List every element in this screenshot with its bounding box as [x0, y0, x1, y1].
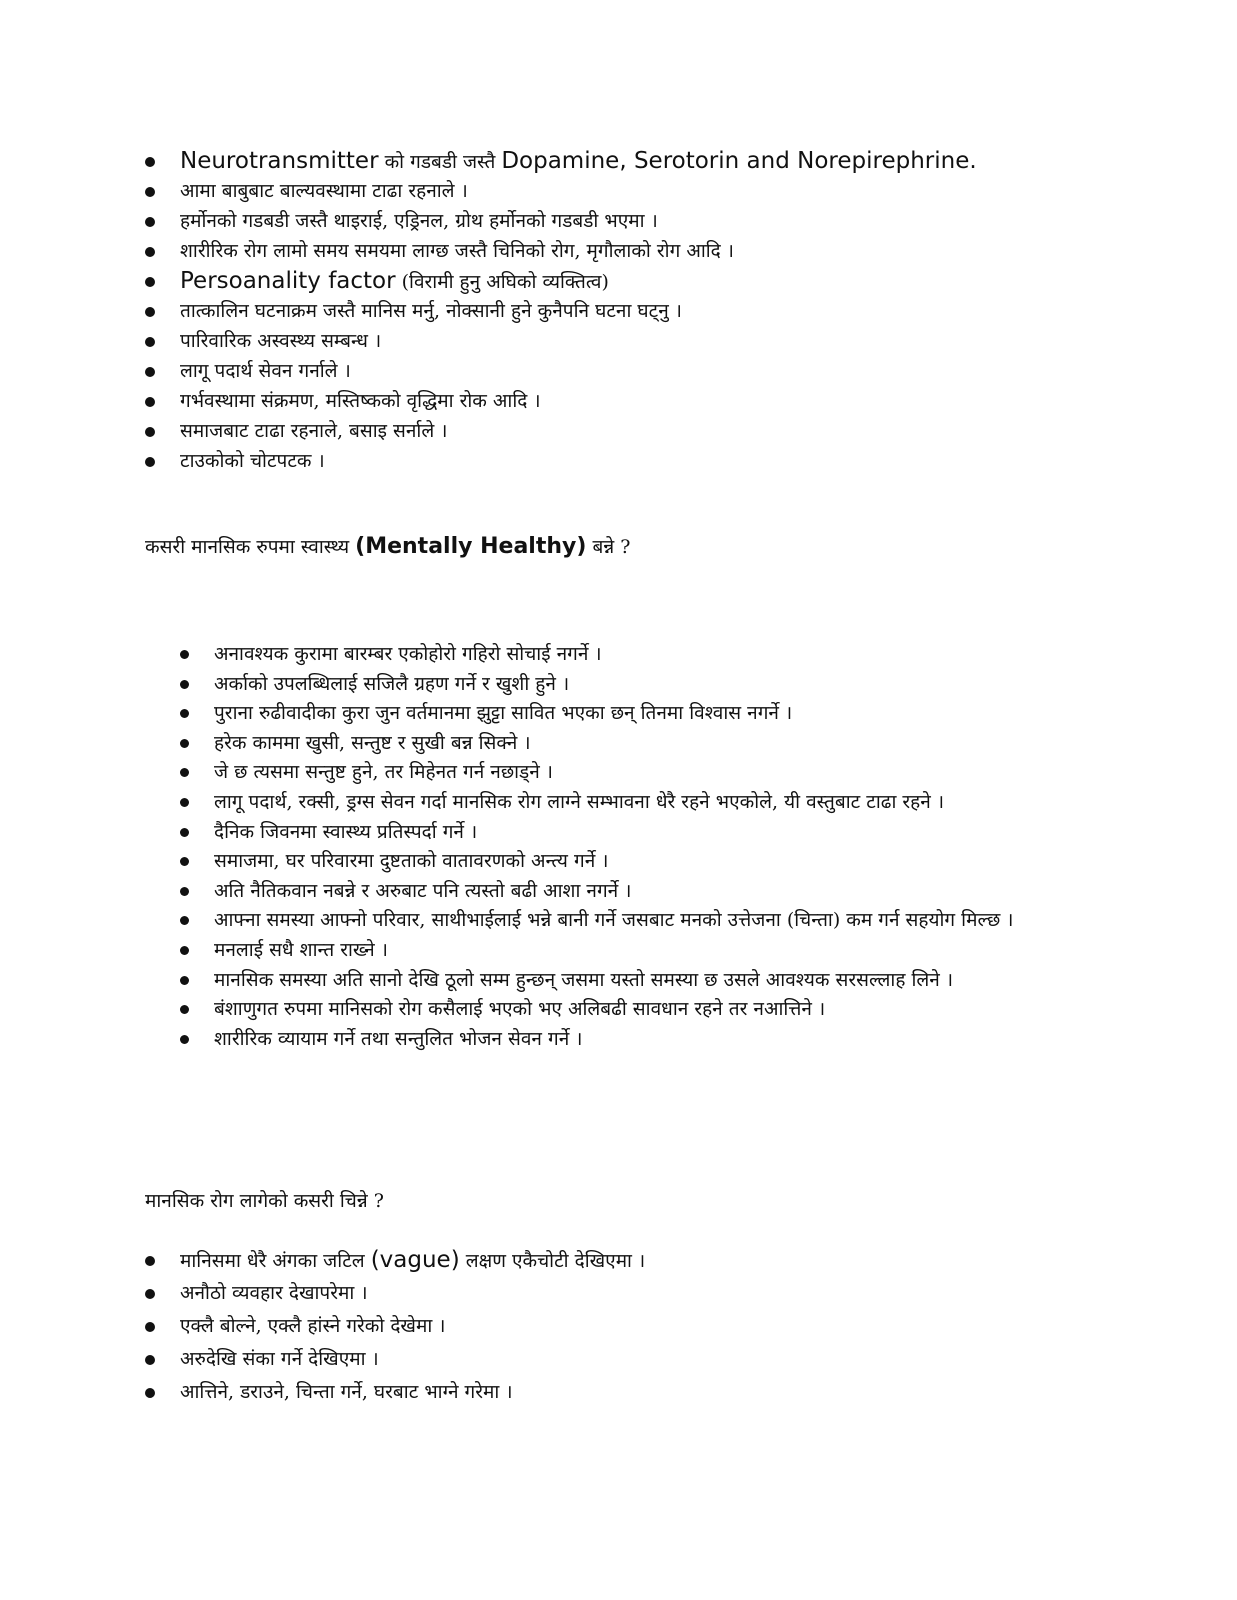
bullet-icon	[145, 337, 155, 347]
list-item	[145, 296, 1045, 326]
list-item-text: लागू पदार्थ सेवन गर्नाले ।	[180, 360, 351, 382]
bullet-icon	[180, 680, 189, 689]
list-item	[145, 1343, 1045, 1376]
heading-bold-text: (Mentally Healthy)	[355, 534, 587, 559]
list-item-text: आमा बाबुबाट बाल्यवस्थामा टाढा रहनाले ।	[180, 180, 468, 202]
bullet-icon	[180, 709, 189, 718]
list-item-latin: Neurotransmitter	[180, 148, 379, 174]
list-item	[180, 699, 1070, 729]
bullet-icon	[180, 798, 189, 807]
bullet-icon	[145, 277, 155, 287]
list-item-text: अरुदेखि संका गर्ने देखिएमा ।	[180, 1348, 379, 1370]
list-item-text: अनौठो व्यवहार देखापरेमा ।	[180, 1282, 368, 1304]
list-item-text: तात्कालिन घटनाक्रम जस्तै मानिस मर्नु, नोक्सानी हुने कुनैपनि घटना घट्नु ।	[180, 300, 683, 322]
list-item-latin: (vague)	[370, 1247, 460, 1273]
list-item-text: अति नैतिकवान नबन्ने र अरुबाट पनि त्यस्तो बढी आशा नगर्ने ।	[214, 879, 632, 902]
list-item	[145, 326, 1045, 356]
list-item	[180, 995, 1070, 1025]
heading-text: कसरी मानसिक रुपमा स्वास्थ्य	[145, 536, 356, 558]
list-item-text: हर्मोनको गडबडी जस्तै थाइराई, एड्रिनल, ग्रोथ हर्मोनको गडबडी भएमा ।	[180, 210, 658, 232]
bullet-icon	[180, 768, 189, 777]
list-item	[145, 416, 1045, 446]
bullet-icon	[145, 1322, 155, 1332]
bullet-icon	[145, 307, 155, 317]
list-item	[145, 446, 1045, 476]
list-item-text: मानसिक समस्या अति सानो देखि ठूलो सम्म हुन्छन् जसमा यस्तो समस्या छ उसले आवश्यक सरसल्लाह लिने ।	[214, 968, 954, 991]
list-item-text: एक्लै बोल्ने, एक्लै हांस्ने गरेको देखेमा ।	[180, 1315, 446, 1337]
list-item-text: दैनिक जिवनमा स्वास्थ्य प्रतिस्पर्दा गर्ने ।	[214, 820, 478, 843]
list-item	[180, 1025, 1070, 1055]
list-item-text: मानिसमा धेरै अंगका जटिल	[180, 1250, 371, 1272]
list-item	[180, 966, 1070, 996]
list-item	[180, 906, 1070, 936]
bullet-icon	[145, 367, 155, 377]
bullet-icon	[145, 1355, 155, 1365]
list-item-text: मनलाई सधै शान्त राख्ने ।	[214, 938, 388, 961]
bullet-icon	[145, 427, 155, 437]
list-item	[145, 1277, 1045, 1310]
bullet-icon	[145, 1256, 155, 1266]
list-item-text: (विरामी हुनु अघिको व्यक्तित्व)	[395, 271, 609, 293]
list-item-text: गर्भवस्थामा संक्रमण, मस्तिष्कको वृद्धिमा रोक आदि ।	[180, 390, 541, 412]
bullet-icon	[180, 887, 189, 896]
bullet-icon	[145, 217, 155, 227]
list-item	[145, 236, 1045, 266]
bullet-icon	[180, 946, 189, 955]
list-item-text: टाउकोको चोटपटक ।	[180, 450, 325, 472]
section-heading-recognize: मानसिक रोग लागेको कसरी चिन्ने ?	[145, 1190, 384, 1212]
list-item	[145, 386, 1045, 416]
list-item-text: शारीरिक रोग लामो समय समयमा लाग्छ जस्तै चिनिको रोग, मृगौलाको रोग आदि ।	[180, 240, 734, 262]
list-item	[145, 266, 1045, 296]
heading-text-after: बन्ने ?	[586, 536, 631, 558]
bullet-icon	[145, 187, 155, 197]
list-item	[180, 729, 1070, 759]
list-item-text: लागू पदार्थ, रक्सी, ड्रग्स सेवन गर्दा मानसिक रोग लाग्ने सम्भावना धेरै रहने भएकोले, यी वस्तुबाट टाढा रहने ।	[214, 790, 945, 813]
list-item-text: शारीरिक व्यायाम गर्ने तथा सन्तुलित भोजन सेवन गर्ने ।	[214, 1027, 583, 1050]
bullet-icon	[180, 916, 189, 925]
section-heading-mentally-healthy	[145, 532, 630, 562]
list-item-text: हरेक काममा खुसी, सन्तुष्ट र सुखी बन्न सिक्ने ।	[214, 731, 531, 754]
list-item-text: आत्तिने, डराउने, चिन्ता गर्ने, घरबाट भाग्ने गरेमा ।	[180, 1381, 513, 1403]
bullet-icon	[180, 857, 189, 866]
bullet-icon	[180, 976, 189, 985]
list-item-text: जे छ त्यसमा सन्तुष्ट हुने, तर मिहेनत गर्न नछाड्ने ।	[214, 761, 554, 784]
list-item	[145, 1376, 1045, 1409]
bullet-icon	[145, 457, 155, 467]
list-item	[180, 758, 1070, 788]
list-item-latin: Persoanality factor	[180, 268, 396, 294]
list-item	[180, 818, 1070, 848]
bullet-icon	[180, 1035, 189, 1044]
bullet-icon	[145, 247, 155, 257]
bullet-icon	[145, 157, 155, 167]
bullet-icon	[145, 1388, 155, 1398]
list-item	[145, 1310, 1045, 1343]
bullet-icon	[145, 397, 155, 407]
bullet-icon	[180, 650, 189, 659]
list-item	[145, 206, 1045, 236]
list-item-text-after: लक्षण एकैचोटी देखिएमा ।	[459, 1250, 646, 1272]
list-item-text: अर्काको उपलब्धिलाई सजिलै ग्रहण गर्ने र खुशी हुने ।	[214, 672, 570, 695]
list-item	[145, 146, 1045, 176]
list-item-latin: Dopamine, Serotorin and Norepirephrine.	[501, 148, 977, 174]
list-item	[145, 1244, 1045, 1277]
healthy-tips-list	[180, 640, 1070, 1054]
list-item	[180, 936, 1070, 966]
list-item-text: समाजमा, घर परिवारमा दुष्टताको वातावरणको अन्त्य गर्ने ।	[214, 850, 609, 873]
list-item-text: पारिवारिक अस्वस्थ्य सम्बन्ध ।	[180, 330, 382, 352]
signs-list	[145, 1244, 1045, 1409]
list-item	[180, 640, 1070, 670]
list-item-text: आफ्ना समस्या आफ्नो परिवार, साथीभाईलाई भन्ने बानी गर्ने जसबाट मनको उत्तेजना (चिन्ता) कम गर्न सहयोग मिल्छ ।	[214, 909, 1014, 932]
list-item	[180, 847, 1070, 877]
list-item	[180, 670, 1070, 700]
list-item	[145, 356, 1045, 386]
bullet-icon	[180, 828, 189, 837]
list-item	[180, 877, 1070, 907]
bullet-icon	[180, 1005, 189, 1014]
list-item-text: को गडबडी जस्तै	[378, 151, 502, 173]
list-item-text: अनावश्यक कुरामा बारम्बर एकोहोरो गहिरो सोचाई नगर्ने ।	[214, 643, 602, 665]
list-item-text: बंशाणुगत रुपमा मानिसको रोग कसैलाई भएको भए अलिबढी सावधान रहने तर नआत्तिने ।	[214, 998, 826, 1021]
causes-list	[145, 146, 1045, 476]
bullet-icon	[180, 739, 189, 748]
bullet-icon	[145, 1289, 155, 1299]
list-item	[180, 788, 1070, 818]
list-item	[145, 176, 1045, 206]
list-item-text: समाजबाट टाढा रहनाले, बसाइ सर्नाले ।	[180, 420, 448, 442]
list-item-text: पुराना रुढीवादीका कुरा जुन वर्तमानमा झुट्टा सावित भएका छन् तिनमा विश्वास नगर्ने ।	[214, 702, 793, 725]
